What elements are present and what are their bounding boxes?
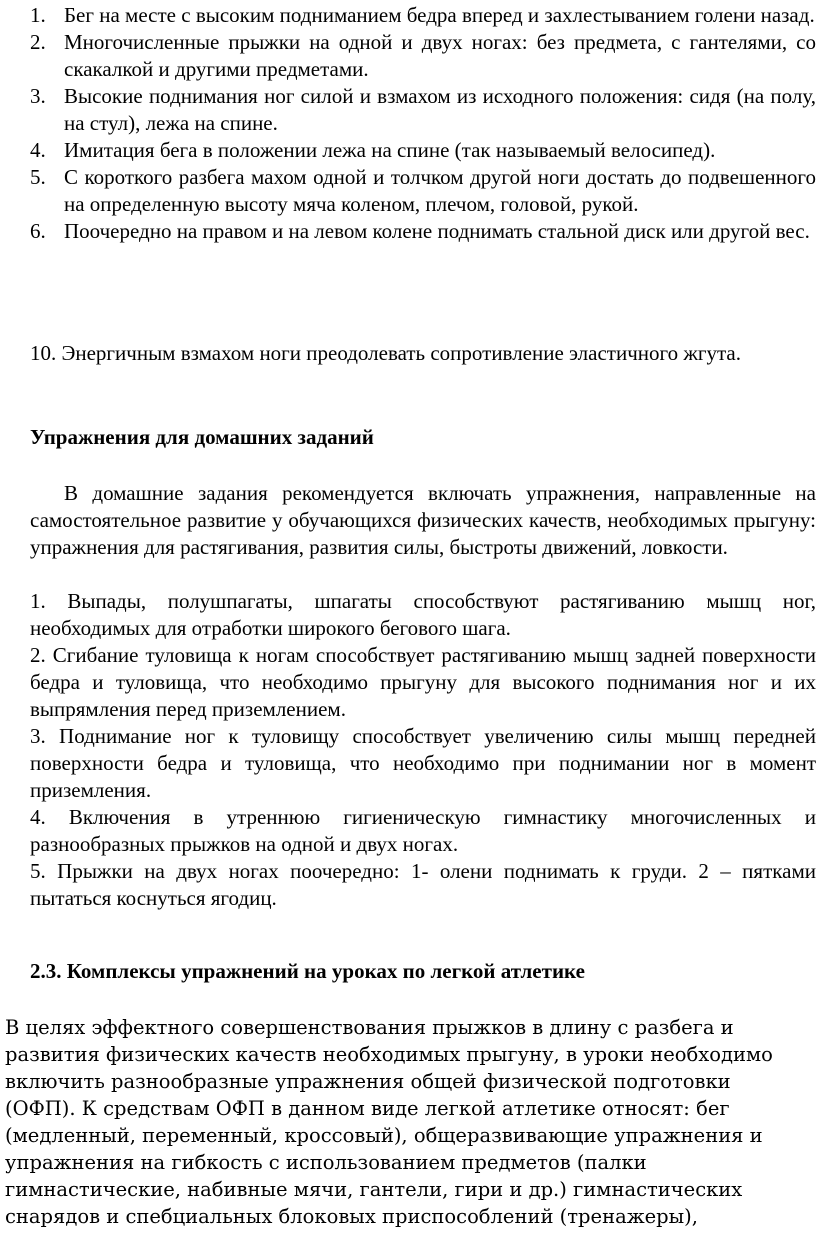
home-task-item: 2. Сгибание туловища к ногам способствует растягиванию мышц задней поверхности бедра и туловища, что необходимо прыгуну для высокого поднимания ног и их выпрямления перед приземлением. — [30, 643, 816, 721]
list-item — [30, 29, 816, 83]
section-paragraph: В целях эффектного совершенствования прыжков в длину с разбега и развития физических качеств необходимых прыгуну, в уроки необходимо включить разнообразные упражнения общей физической подготовки (ОФП). К средствам ОФП в данном виде легкой атлетике относят: бег (медленный, переменный, кроссовый), общеразвивающие упражнения и упражнения на гибкость с использованием предметов (палки гимнастические, набивные мячи, гантели, гири и др.) гимнастических снарядов и спебциальных блоковых приспособлений (тренажеры), — [5, 1016, 773, 1228]
list-item-number: 2. — [30, 30, 46, 54]
list-item-text: Имитация бега в положении лежа на спине (так называемый велосипед). — [64, 138, 716, 162]
list-item-text: С короткого разбега махом одной и толчком другой ноги достать до подвешенного на определенную высоту мяча коленом, плечом, головой, рукой. — [64, 165, 816, 216]
exercise-list — [30, 2, 816, 245]
section-heading: 2.3. Комплексы упражнений на уроках по легкой атлетике — [30, 959, 585, 983]
home-tasks-intro: В домашние задания рекомендуется включать упражнения, направленные на самостоятельное развитие у обучающихся физических качеств, необходимых прыгуну: упражнения для растягивания, развития силы, быстроты движений, ловкости. — [30, 481, 816, 559]
list-item-10: 10. Энергичным взмахом ноги преодолевать сопротивление эластичного жгута. — [30, 341, 741, 365]
list-item-text: Высокие поднимания ног силой и взмахом из исходного положения: сидя (на полу, на стул), лежа на спине. — [64, 84, 816, 135]
list-item-number: 4. — [30, 138, 46, 162]
list-item-number: 1. — [30, 3, 46, 27]
home-task-item: 4. Включения в утреннюю гигиеническую гимнастику многочисленных и разнообразных прыжков на одной и двух ногах. — [30, 805, 816, 856]
list-item-number: 3. — [30, 84, 46, 108]
home-task-item: 3. Поднимание ног к туловищу способствует увеличению силы мышц передней поверхности бедра и туловища, что необходимо при поднимании ног в момент приземления. — [30, 724, 816, 802]
home-task-item: 5. Прыжки на двух ногах поочередно: 1- олени поднимать к груди. 2 – пятками пытаться коснуться ягодиц. — [30, 859, 816, 910]
list-item — [30, 164, 816, 218]
home-tasks-heading: Упражнения для домашних заданий — [30, 425, 374, 449]
list-item — [30, 83, 816, 137]
home-task-item: 1. Выпады, полушпагаты, шпагаты способствуют растягиванию мышц ног, необходимых для отработки широкого бегового шага. — [30, 589, 816, 640]
list-item-text: Поочередно на правом и на левом колене поднимать стальной диск или другой вес. — [64, 219, 810, 243]
list-item-text: Многочисленные прыжки на одной и двух ногах: без предмета, с гантелями, со скакалкой и другими предметами. — [64, 30, 816, 81]
list-item — [30, 218, 816, 245]
list-item-number: 6. — [30, 219, 46, 243]
list-item-number: 5. — [30, 165, 46, 189]
list-item — [30, 137, 816, 164]
list-item — [30, 2, 816, 29]
list-item-text: Бег на месте с высоким подниманием бедра вперед и захлестыванием голени назад. — [64, 3, 815, 27]
